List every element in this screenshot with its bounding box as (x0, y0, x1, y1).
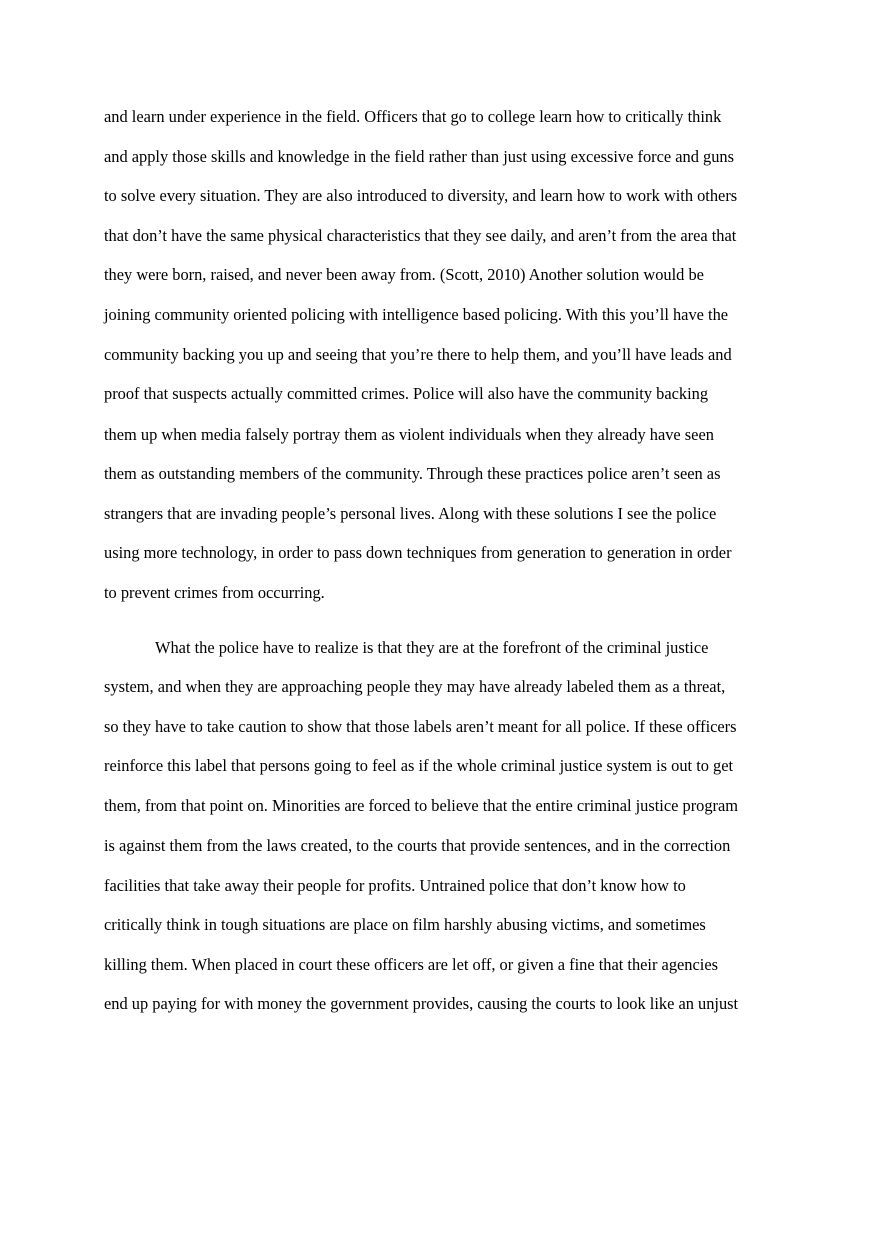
text-line: and learn under experience in the field. Officers that go to college learn how to critically think (104, 107, 722, 126)
text-line: and apply those skills and knowledge in the field rather than just using excessive force and guns (104, 147, 734, 166)
text-line: so they have to take caution to show that those labels aren’t meant for all police. If these officers (104, 717, 737, 736)
text-line: to solve every situation. They are also introduced to diversity, and learn how to work with others (104, 186, 738, 205)
text-line: community backing you up and seeing that you’re there to help them, and you’ll have leads and (104, 345, 732, 364)
text-line: critically think in tough situations are place on film harshly abusing victims, and sometimes (104, 915, 706, 934)
text-line: them, from that point on. Minorities are forced to believe that the entire criminal justice program (104, 796, 739, 815)
text-line: reinforce this label that persons going to feel as if the whole criminal justice system is out to get (104, 756, 734, 775)
text-line: strangers that are invading people’s personal lives. Along with these solutions I see the police (104, 504, 717, 523)
text-line: joining community oriented policing with intelligence based policing. With this you’ll have the (104, 305, 729, 324)
text-line: they were born, raised, and never been away from. (Scott, 2010) Another solution would be (104, 265, 704, 284)
text-line: facilities that take away their people for profits. Untrained police that don’t know how to (104, 876, 686, 895)
text-line: that don’t have the same physical characteristics that they see daily, and aren’t from the area that (104, 226, 737, 245)
text-line: to prevent crimes from occurring. (104, 583, 325, 602)
text-line: them as outstanding members of the community. Through these practices police aren’t seen as (104, 464, 721, 483)
text-line: is against them from the laws created, to the courts that provide sentences, and in the correction (104, 836, 731, 855)
text-line: system, and when they are approaching people they may have already labeled them as a threat, (104, 677, 726, 696)
text-line: them up when media falsely portray them as violent individuals when they already have seen (104, 425, 714, 444)
text-line: What the police have to realize is that they are at the forefront of the criminal justice (155, 638, 709, 657)
text-line: end up paying for with money the government provides, causing the courts to look like an unjust (104, 994, 739, 1013)
text-line: using more technology, in order to pass down techniques from generation to generation in order (104, 543, 732, 562)
text-line: proof that suspects actually committed crimes. Police will also have the community backing (104, 384, 709, 403)
text-line: killing them. When placed in court these officers are let off, or given a fine that their agencies (104, 955, 718, 974)
